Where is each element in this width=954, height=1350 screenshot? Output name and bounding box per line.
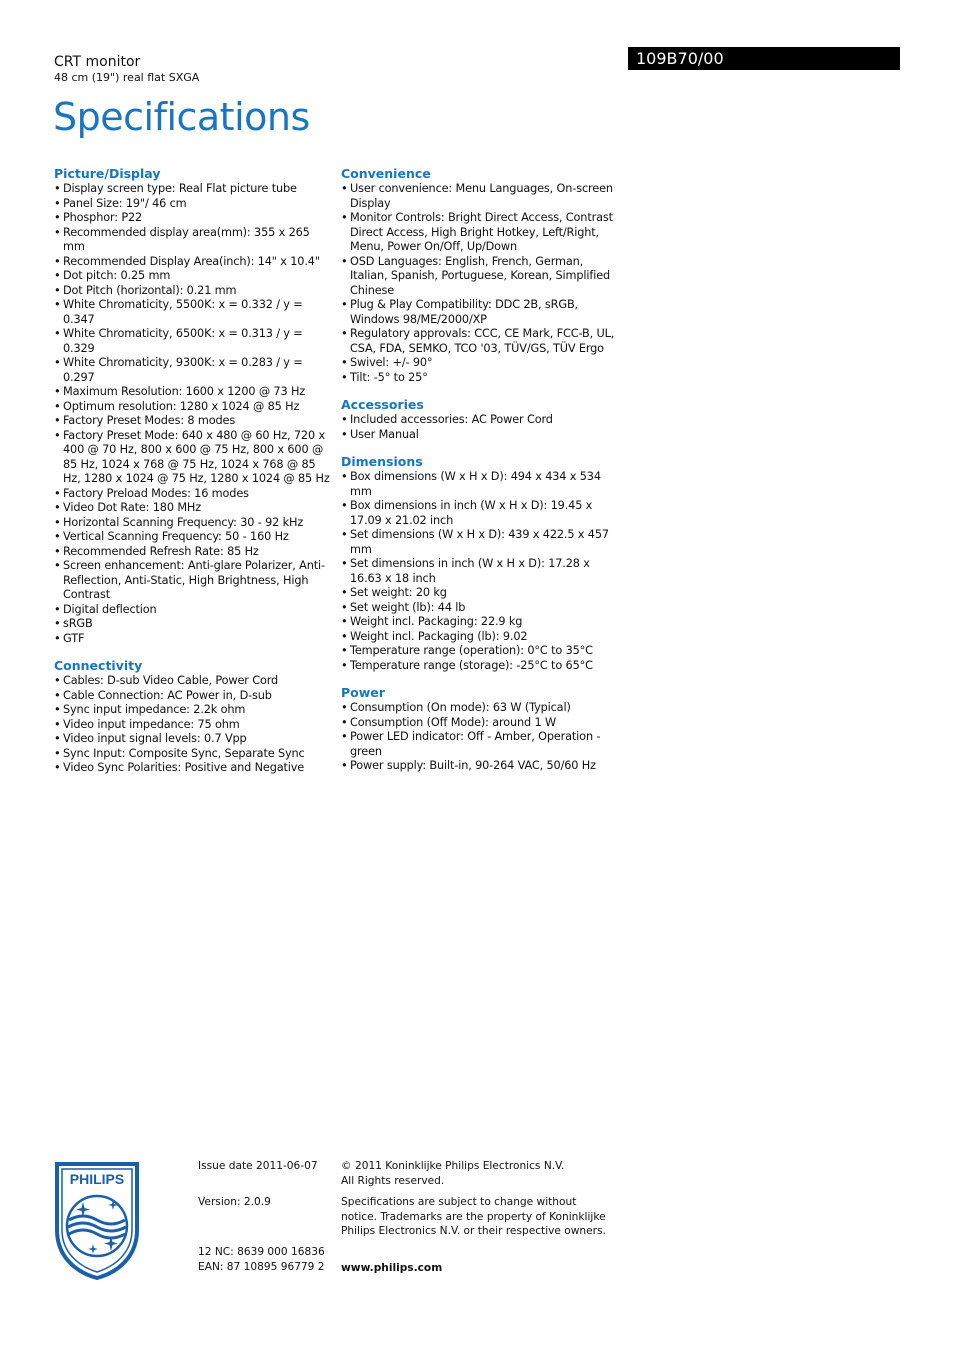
bullet-icon: • <box>54 515 61 529</box>
spec-item-text: Box dimensions in inch (W x H x D): 19.45 x 17.09 x 21.02 inch <box>350 499 593 527</box>
spec-item <box>54 269 330 284</box>
spec-item <box>341 615 619 630</box>
section-title: Dimensions <box>341 454 423 469</box>
spec-item <box>341 371 619 386</box>
spec-item-text: Included accessories: AC Power Cord <box>350 413 553 426</box>
spec-item-text: Power supply: Built-in, 90-264 VAC, 50/60 Hz <box>350 759 596 772</box>
product-header <box>54 54 199 85</box>
spec-item-text: Recommended display area(mm): 355 x 265 mm <box>63 225 310 253</box>
disclaimer: Specifications are subject to change without notice. Trademarks are the property of Koninklijke Philips Electronics N.V. or their respective owners. <box>341 1196 606 1237</box>
bullet-icon: • <box>54 761 61 774</box>
model-number-bar: 109B70/00 <box>628 47 900 70</box>
spec-item <box>54 400 330 415</box>
rights: All Rights reserved. <box>341 1174 445 1187</box>
spec-item-text: Video Sync Polarities: Positive and Negative <box>63 761 305 774</box>
spec-list <box>54 674 330 776</box>
spec-item <box>54 255 330 270</box>
spec-item-text: Set dimensions in inch (W x H x D): 17.28 x 16.63 x 18 inch <box>350 557 590 585</box>
spec-item-text: Video input signal levels: 0.7 Vpp <box>63 732 247 745</box>
spec-item-text: Box dimensions (W x H x D): 494 x 434 x 534 mm <box>350 470 601 498</box>
bullet-icon: • <box>341 557 348 570</box>
bullet-icon: • <box>341 370 348 384</box>
bullet-icon: • <box>54 298 61 311</box>
spec-item <box>54 516 330 531</box>
bullet-icon: • <box>341 327 348 340</box>
bullet-icon: • <box>341 629 348 643</box>
spec-item <box>54 429 330 487</box>
spec-item-text: Dot Pitch (horizontal): 0.21 mm <box>63 283 237 297</box>
bullet-icon: • <box>54 486 61 500</box>
bullet-icon: • <box>341 715 348 729</box>
bullet-icon: • <box>54 544 61 558</box>
spec-item <box>54 356 330 385</box>
spec-item-text: Vertical Scanning Frequency: 50 - 160 Hz <box>63 530 289 543</box>
spec-item <box>341 557 619 586</box>
spec-item-text: Cables: D-sub Video Cable, Power Cord <box>63 674 279 687</box>
bullet-icon: • <box>341 615 348 628</box>
spec-item-text: Display screen type: Real Flat picture tube <box>63 182 297 195</box>
spec-item <box>341 470 619 499</box>
spec-section <box>341 166 619 385</box>
spec-item <box>54 197 330 212</box>
spec-section <box>341 454 619 673</box>
website-link[interactable]: www.philips.com <box>341 1261 443 1274</box>
bullet-icon: • <box>54 617 61 630</box>
spec-item-text: Weight incl. Packaging: 22.9 kg <box>350 615 523 628</box>
spec-item <box>54 284 330 299</box>
spec-item <box>341 701 619 716</box>
spec-item-text: Cable Connection: AC Power in, D-sub <box>63 688 272 702</box>
bullet-icon: • <box>54 703 61 716</box>
spec-item-text: Dot pitch: 0.25 mm <box>63 269 171 282</box>
spec-item <box>341 255 619 299</box>
bullet-icon: • <box>341 298 348 311</box>
spec-item-text: Video Dot Rate: 180 MHz <box>63 501 202 514</box>
bullet-icon: • <box>341 427 348 441</box>
spec-item <box>341 730 619 759</box>
spec-item-text: Factory Preset Modes: 8 modes <box>63 414 236 427</box>
bullet-icon: • <box>54 530 61 543</box>
bullet-icon: • <box>341 211 348 224</box>
spec-item <box>54 632 330 647</box>
spec-item <box>54 414 330 429</box>
spec-item <box>341 182 619 211</box>
footer-issue-info <box>198 1159 333 1274</box>
bullet-icon: • <box>54 559 61 572</box>
spec-item-text: Phosphor: P22 <box>63 211 143 224</box>
bullet-icon: • <box>54 269 61 282</box>
bullet-icon: • <box>54 746 61 760</box>
spec-item <box>341 327 619 356</box>
spec-item-text: Sync Input: Composite Sync, Separate Sync <box>63 746 305 760</box>
spec-item-text: sRGB <box>63 617 93 630</box>
spec-item <box>54 327 330 356</box>
spec-item-text: Plug & Play Compatibility: DDC 2B, sRGB, Windows 98/ME/2000/XP <box>350 298 578 326</box>
spec-item <box>54 182 330 197</box>
spec-item <box>341 528 619 557</box>
spec-item-text: Set weight: 20 kg <box>350 586 447 599</box>
bullet-icon: • <box>341 586 348 599</box>
spec-item-text: GTF <box>63 631 85 645</box>
page-title: Specifications <box>53 95 310 139</box>
bullet-icon: • <box>341 600 348 614</box>
spec-item-text: Consumption (On mode): 63 W (Typical) <box>350 701 571 714</box>
spec-item <box>54 617 330 632</box>
spec-item <box>54 674 330 689</box>
bullet-icon: • <box>54 211 61 224</box>
spec-item-text: Regulatory approvals: CCC, CE Mark, FCC-B, UL, CSA, FDA, SEMKO, TCO '03, TÜV/GS, TÜV Ergo <box>350 327 615 355</box>
spec-item-text: Screen enhancement: Anti-glare Polarizer, Anti-Reflection, Anti-Static, High Brightness, High Contrast <box>63 559 325 601</box>
version: Version: 2.0.9 <box>198 1195 271 1208</box>
spec-item <box>54 226 330 255</box>
spec-item <box>341 630 619 645</box>
spec-item <box>341 499 619 528</box>
spec-item <box>341 211 619 255</box>
copyright: © 2011 Koninklijke Philips Electronics N.V. <box>341 1160 565 1172</box>
section-title: Power <box>341 685 385 700</box>
bullet-icon: • <box>54 327 61 340</box>
spec-item <box>54 603 330 618</box>
spec-item <box>54 559 330 603</box>
spec-item-text: Consumption (Off Mode): around 1 W <box>350 715 556 729</box>
spec-item-text: Recommended Refresh Rate: 85 Hz <box>63 544 259 558</box>
product-type: CRT monitor <box>54 54 141 70</box>
bullet-icon: • <box>341 701 348 714</box>
bullet-icon: • <box>341 528 348 541</box>
spec-item <box>341 659 619 674</box>
bullet-icon: • <box>54 688 61 702</box>
spec-section <box>341 685 619 774</box>
spec-item-text: White Chromaticity, 6500K: x = 0.313 / y = 0.329 <box>63 327 303 355</box>
spec-item-text: Video input impedance: 75 ohm <box>63 717 240 731</box>
bullet-icon: • <box>341 730 348 743</box>
spec-item <box>54 545 330 560</box>
spec-item <box>54 689 330 704</box>
spec-item <box>54 501 330 516</box>
spec-item-text: Weight incl. Packaging (lb): 9.02 <box>350 629 528 643</box>
bullet-icon: • <box>54 631 61 645</box>
spec-item-text: User convenience: Menu Languages, On-screen Display <box>350 182 613 210</box>
spec-item <box>341 428 619 443</box>
bullet-icon: • <box>54 182 61 195</box>
spec-list <box>341 701 619 774</box>
spec-item <box>341 644 619 659</box>
bullet-icon: • <box>341 182 348 195</box>
bullet-icon: • <box>341 413 348 426</box>
spec-item-text: Temperature range (storage): -25°C to 65°C <box>350 658 593 672</box>
spec-item-text: White Chromaticity, 5500K: x = 0.332 / y = 0.347 <box>63 298 303 326</box>
section-title: Picture/Display <box>54 166 161 181</box>
bullet-icon: • <box>341 499 348 512</box>
spec-item-text: OSD Languages: English, French, German, Italian, Spanish, Portuguese, Korean, Simplified Chinese <box>350 254 611 297</box>
spec-item <box>341 413 619 428</box>
spec-item-text: Factory Preload Modes: 16 modes <box>63 486 249 500</box>
bullet-icon: • <box>341 470 348 483</box>
spec-item <box>341 298 619 327</box>
spec-item <box>54 487 330 502</box>
spec-item-text: Factory Preset Mode: 640 x 480 @ 60 Hz, 720 x 400 @ 70 Hz, 800 x 600 @ 75 Hz, 800 x 600 @ 85 Hz, 1024 x 768 @ 75 Hz, 1024 x 768 @ 85 Hz, 1280 x 1024 @ 75 Hz, 1280 x 1024 @ 85 Hz <box>63 428 330 485</box>
spec-item-text: Swivel: +/- 90° <box>350 356 433 369</box>
bullet-icon: • <box>341 356 348 369</box>
issue-date: Issue date 2011-06-07 <box>198 1160 318 1172</box>
spec-item <box>54 298 330 327</box>
spec-item-text: White Chromaticity, 9300K: x = 0.283 / y = 0.297 <box>63 356 303 384</box>
spec-list <box>341 182 619 385</box>
spec-item-text: User Manual <box>350 427 419 441</box>
bullet-icon: • <box>341 254 348 268</box>
spec-item-text: Horizontal Scanning Frequency: 30 - 92 kHz <box>63 515 304 529</box>
bullet-icon: • <box>54 674 61 687</box>
spec-item <box>341 759 619 774</box>
spec-item-text: Temperature range (operation): 0°C to 35°C <box>350 644 593 657</box>
spec-item <box>54 747 330 762</box>
spec-item-text: Set weight (lb): 44 lb <box>350 600 466 614</box>
philips-shield-logo <box>53 1160 141 1280</box>
spec-column-right <box>341 166 619 774</box>
section-title: Connectivity <box>54 658 143 673</box>
bullet-icon: • <box>54 732 61 745</box>
bullet-icon: • <box>54 254 61 268</box>
logo-wordmark: PHILIPS <box>69 1171 125 1187</box>
spec-list <box>341 413 619 442</box>
section-title: Accessories <box>341 397 424 412</box>
spec-item-text: Monitor Controls: Bright Direct Access, Contrast Direct Access, High Bright Hotkey, Left/Right, Menu, Power On/Off, Up/Down <box>350 211 613 253</box>
spec-item <box>54 211 330 226</box>
spec-item-text: Optimum resolution: 1280 x 1024 @ 85 Hz <box>63 399 300 413</box>
spec-item <box>341 716 619 731</box>
bullet-icon: • <box>54 385 61 398</box>
spec-item-text: Maximum Resolution: 1600 x 1200 @ 73 Hz <box>63 385 306 398</box>
spec-item <box>341 586 619 601</box>
nc-code: 12 NC: 8639 000 16836 <box>198 1246 325 1258</box>
footer-legal <box>341 1159 611 1275</box>
spec-item <box>54 703 330 718</box>
spec-section <box>54 658 330 776</box>
spec-item-text: Panel Size: 19"/ 46 cm <box>63 196 187 210</box>
spec-item-text: Set dimensions (W x H x D): 439 x 422.5 x 457 mm <box>350 528 609 556</box>
spec-section <box>54 166 330 646</box>
spec-item <box>54 530 330 545</box>
bullet-icon: • <box>54 602 61 616</box>
bullet-icon: • <box>54 399 61 413</box>
spec-item-text: Recommended Display Area(inch): 14" x 10.4" <box>63 254 320 268</box>
spec-item <box>54 718 330 733</box>
spec-item-text: Digital deflection <box>63 602 157 616</box>
bullet-icon: • <box>54 501 61 514</box>
spec-item-text: Power LED indicator: Off - Amber, Operation - green <box>350 730 601 758</box>
spec-item <box>341 601 619 616</box>
spec-item-text: Tilt: -5° to 25° <box>350 370 428 384</box>
spec-item-text: Sync input impedance: 2.2k ohm <box>63 703 246 716</box>
spec-list <box>54 182 330 646</box>
bullet-icon: • <box>341 658 348 672</box>
spec-column-left <box>54 166 330 776</box>
section-title: Convenience <box>341 166 431 181</box>
bullet-icon: • <box>54 283 61 297</box>
bullet-icon: • <box>54 356 61 369</box>
spec-list <box>341 470 619 673</box>
bullet-icon: • <box>54 717 61 731</box>
bullet-icon: • <box>54 225 61 239</box>
bullet-icon: • <box>54 196 61 210</box>
product-subtitle: 48 cm (19") real flat SXGA <box>54 71 200 84</box>
spec-item <box>341 356 619 371</box>
bullet-icon: • <box>341 644 348 657</box>
spec-item <box>54 385 330 400</box>
ean-code: EAN: 87 10895 96779 2 <box>198 1260 325 1273</box>
spec-item <box>54 732 330 747</box>
spec-item <box>54 761 330 776</box>
bullet-icon: • <box>54 428 61 442</box>
bullet-icon: • <box>54 414 61 427</box>
spec-section <box>341 397 619 442</box>
bullet-icon: • <box>341 759 348 772</box>
